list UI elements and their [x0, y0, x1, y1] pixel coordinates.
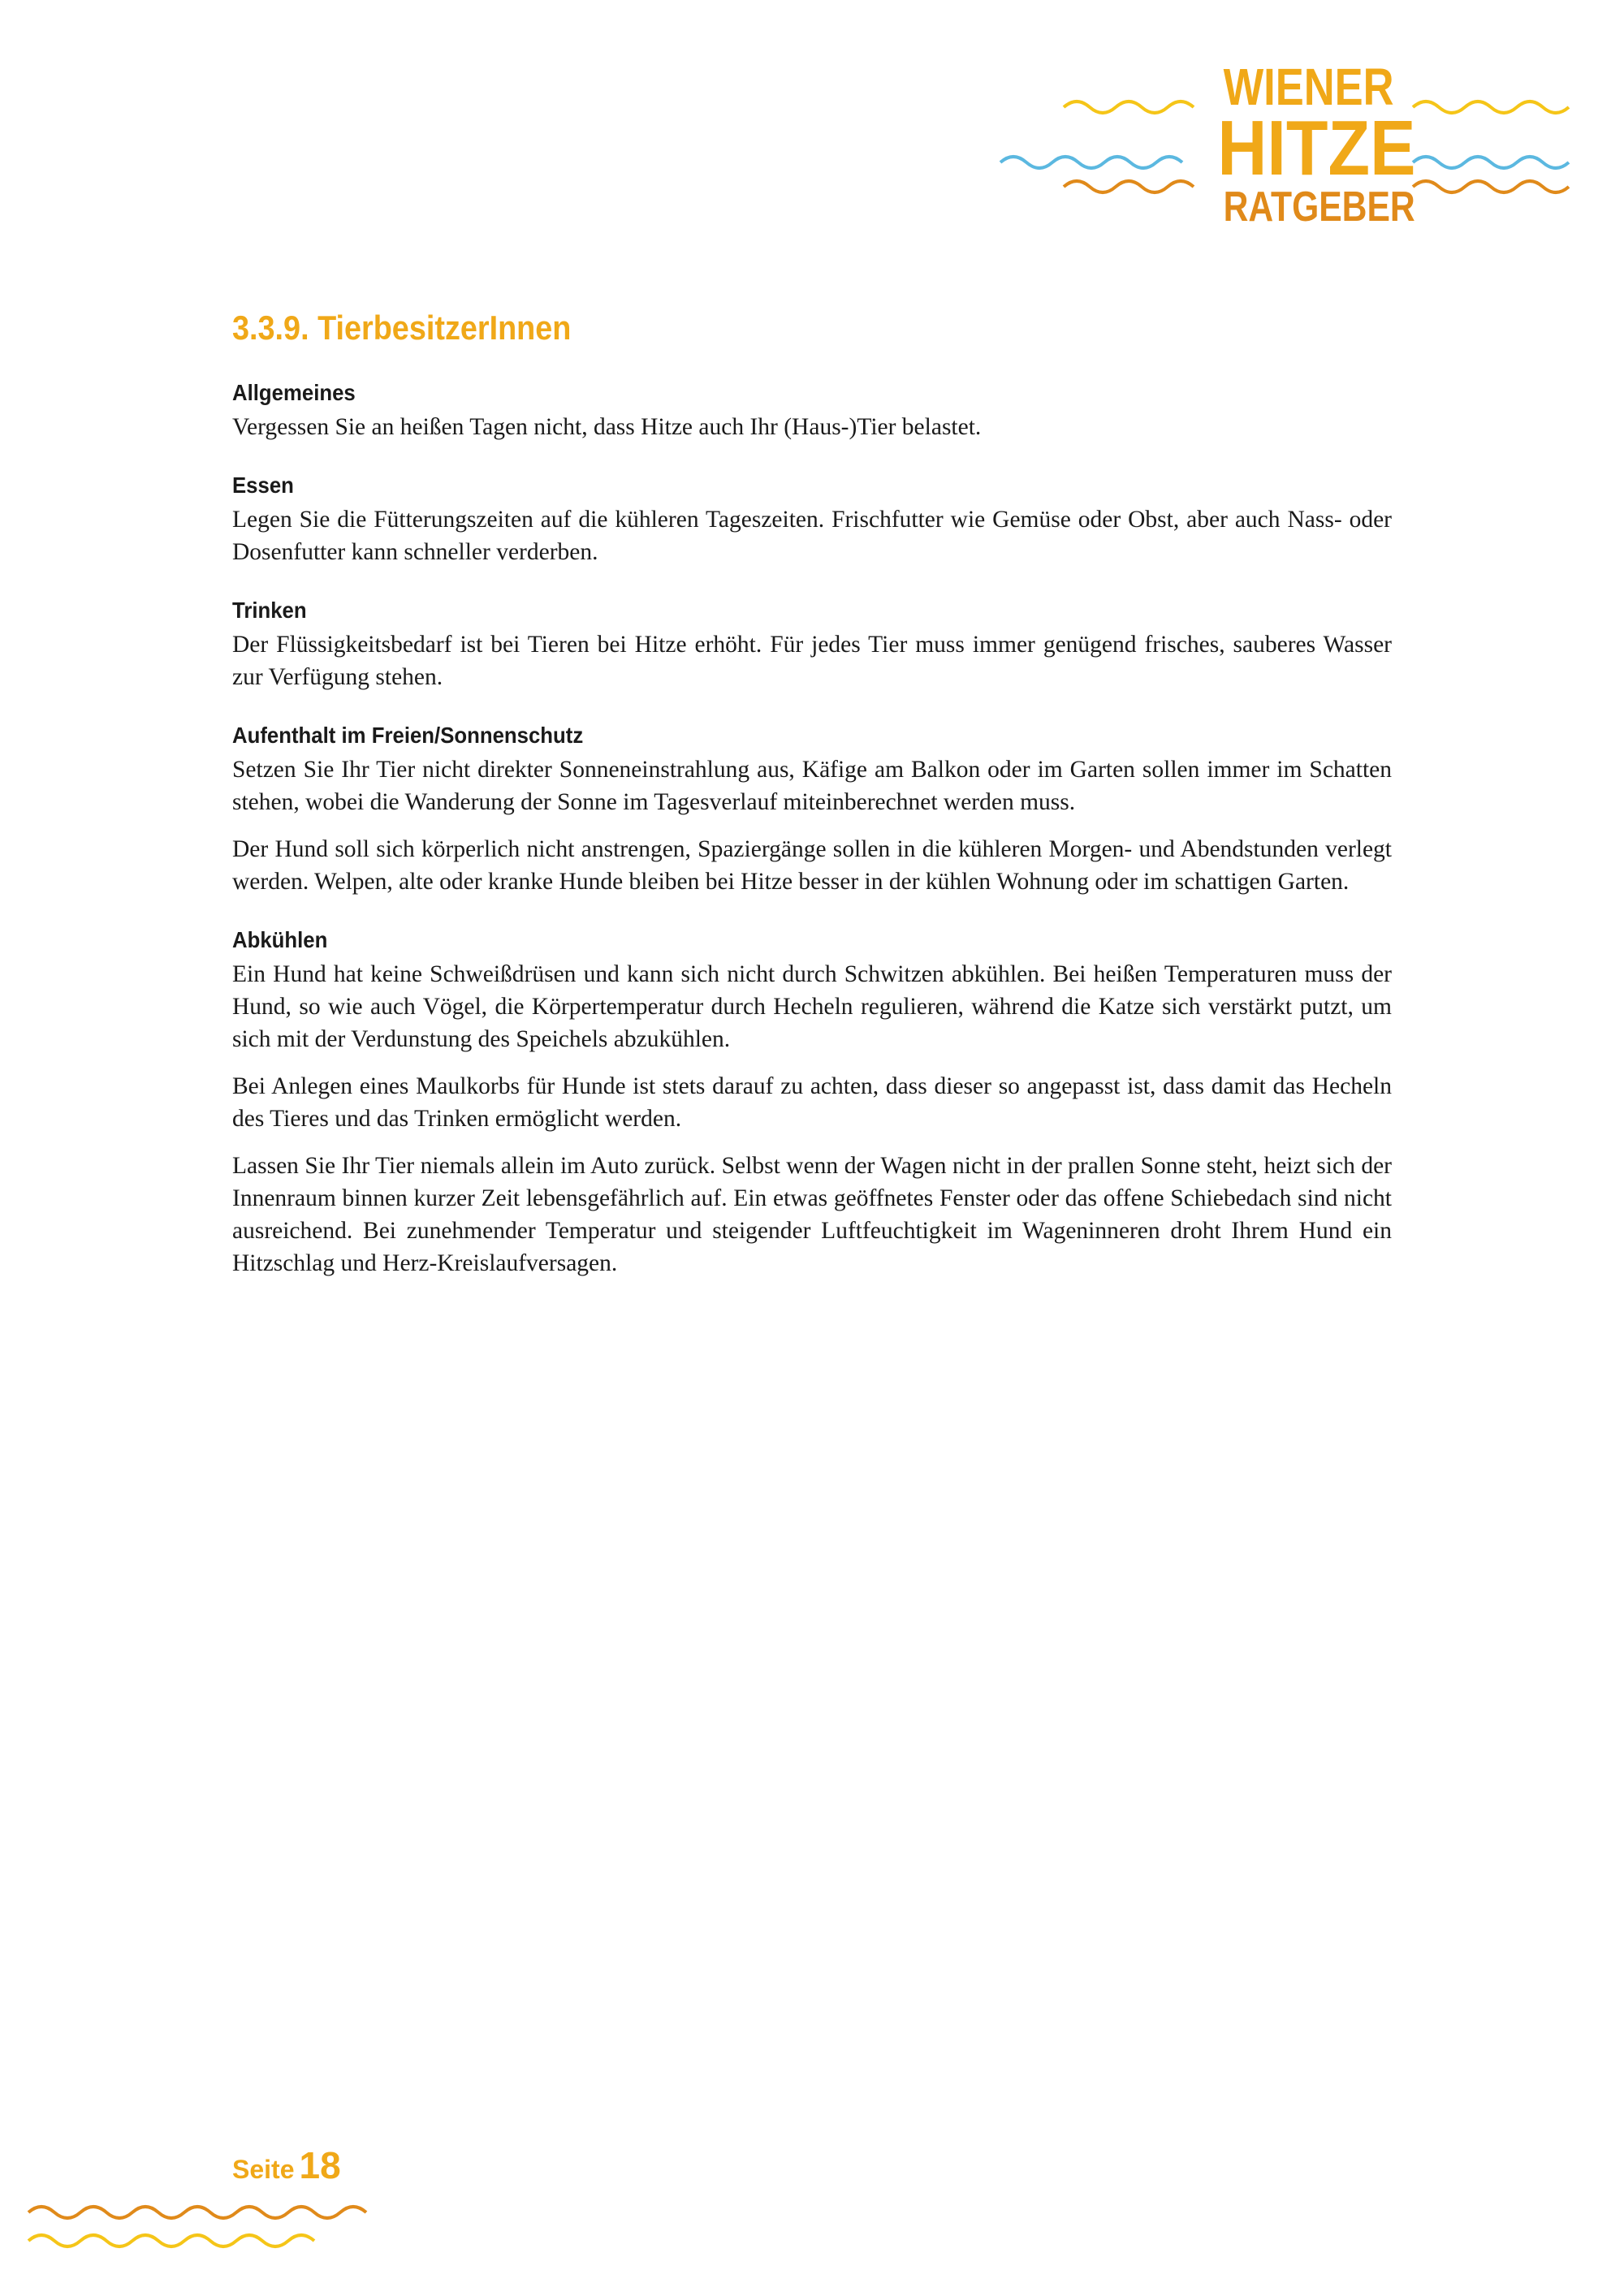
page-label: Seite — [232, 2155, 295, 2184]
block-allgemeines — [232, 380, 1392, 443]
page-footer — [232, 2143, 341, 2187]
block-heading: Abkühlen — [232, 927, 328, 952]
paragraph: Lassen Sie Ihr Tier niemals allein im Auto zurück. Selbst wenn der Wagen nicht in der prallen Sonne steht, heizt sich der Innenraum binnen kurzer Zeit lebensgefährlich auf. Ein etwas geöffnetes Fenster oder das offene Schiebedach sind nicht ausreichend. Bei zunehmender Temperatur und steigender Luftfeuchtigkeit im Wageninneren droht Ihrem Hund ein Hitzschlag und Herz-Kreislaufversagen. — [232, 1153, 1392, 1276]
paragraph: Setzen Sie Ihr Tier nicht direkter Sonneneinstrahlung aus, Käfige am Balkon oder im Garten sollen immer im Schatten stehen, wobei die Wanderung der Sonne im Tagesverlauf miteinberechnet werden muss. — [232, 757, 1392, 815]
logo-wordmark — [1206, 58, 1416, 231]
page-number: 18 — [299, 2144, 341, 2186]
block-aufenthalt — [232, 723, 1392, 898]
logo-line-3: RATGEBER — [1223, 183, 1415, 231]
paragraph: Der Hund soll sich körperlich nicht anstrengen, Spaziergänge sollen in die kühleren Morgen- und Abendstunden verlegt werden. Welpen, alte oder kranke Hunde bleiben bei Hitze besser in der kühlen Wohnung oder im schattigen Garten. — [232, 836, 1392, 895]
section-title: 3.3.9. TierbesitzerInnen — [232, 309, 572, 347]
block-essen — [232, 473, 1392, 568]
footer-waves-graphic — [24, 2192, 382, 2257]
logo-line-1: WIENER — [1223, 58, 1394, 116]
block-heading: Trinken — [232, 598, 307, 623]
block-heading: Essen — [232, 473, 294, 498]
main-content — [232, 309, 1392, 1309]
logo-line-2: HITZE — [1217, 105, 1416, 192]
paragraph: Ein Hund hat keine Schweißdrüsen und kann sich nicht durch Schwitzen abkühlen. Bei heißen Temperaturen muss der Hund, so wie auch Vögel, die Körpertemperatur durch Hecheln regulieren, während die Katze sich verstärkt putzt, um sich mit der Verdunstung des Speichels abzukühlen. — [232, 961, 1392, 1052]
paragraph: Legen Sie die Fütterungszeiten auf die kühleren Tageszeiten. Frischfutter wie Gemüse oder Obst, aber auch Nass- oder Dosenfutter kann schneller verderben. — [232, 507, 1392, 565]
block-trinken — [232, 598, 1392, 693]
block-heading: Allgemeines — [232, 380, 356, 405]
logo — [991, 57, 1592, 235]
paragraph: Der Flüssigkeitsbedarf ist bei Tieren bei Hitze erhöht. Für jedes Tier muss immer genügend frisches, sauberes Wasser zur Verfügung stehen. — [232, 632, 1392, 690]
block-heading: Aufenthalt im Freien/Sonnenschutz — [232, 723, 584, 748]
paragraph: Bei Anlegen eines Maulkorbs für Hunde ist stets darauf zu achten, dass dieser so angepasst ist, dass damit das Hecheln des Tieres und das Trinken ermöglicht werden. — [232, 1073, 1392, 1132]
paragraph: Vergessen Sie an heißen Tagen nicht, dass Hitze auch Ihr (Haus-)Tier belastet. — [232, 414, 982, 440]
block-abkuehlen — [232, 927, 1392, 1280]
